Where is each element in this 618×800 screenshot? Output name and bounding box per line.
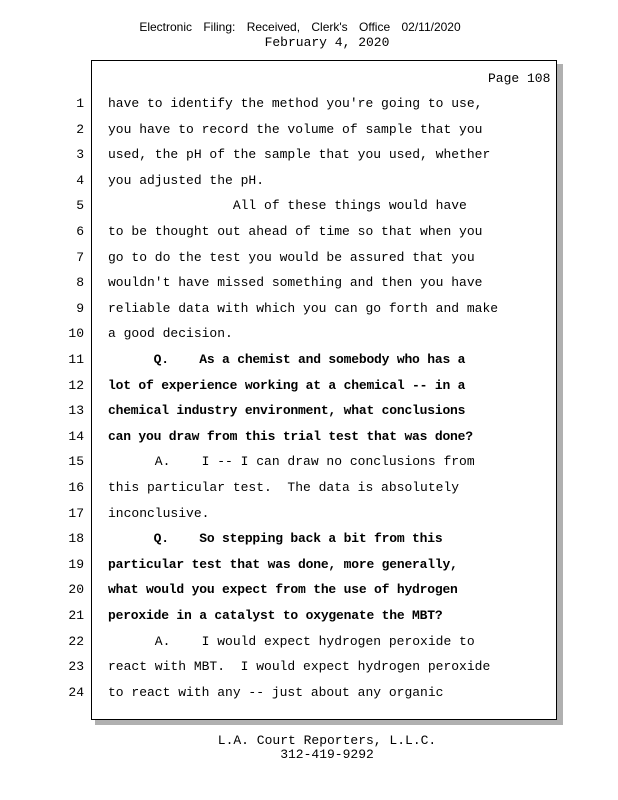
line-text: have to identify the method you're going to use,: [108, 96, 483, 111]
line-number: 8: [76, 275, 84, 291]
line-text: reliable data with which you can go forth and make: [108, 300, 499, 316]
line-text: you adjusted the pH.: [108, 172, 265, 188]
line-number: 23: [68, 659, 84, 675]
line-number: 3: [76, 147, 84, 163]
line-text: what would you expect from the use of hydrogen: [108, 582, 458, 598]
line-number: 15: [68, 454, 84, 470]
line-text: a good decision.: [108, 326, 233, 342]
filing-stamp: Electronic Filing: Received, Clerk's Office 02/11/2020: [139, 20, 461, 34]
line-text: Q. So stepping back a bit from this: [108, 531, 443, 547]
line-number: 22: [68, 633, 84, 649]
line-number: 11: [68, 352, 84, 367]
line-number: 1: [76, 96, 84, 111]
line-text: this particular test. The data is absolutely: [108, 480, 460, 495]
footer-phone: 312-419-9292: [280, 747, 374, 762]
line-text: go to do the test you would be assured that you: [108, 249, 475, 265]
line-text: you have to record the volume of sample that you: [108, 121, 483, 137]
line-text: lot of experience working at a chemical -- in a: [108, 377, 466, 393]
line-number: 13: [68, 403, 84, 419]
line-text: to react with any -- just about any organic: [108, 684, 444, 700]
line-text: to be thought out ahead of time so that when you: [108, 224, 483, 239]
line-text: can you draw from this trial test that was done?: [108, 428, 473, 444]
line-number: 14: [68, 428, 84, 444]
line-number: 10: [68, 326, 84, 342]
line-text: used, the pH of the sample that you used, whether: [108, 147, 491, 163]
line-number: 17: [68, 505, 84, 521]
line-text: inconclusive.: [108, 505, 210, 521]
line-text: chemical industry environment, what conclusions: [108, 403, 466, 419]
line-text: All of these things would have: [108, 198, 467, 214]
line-text: react with MBT. I would expect hydrogen peroxide: [108, 659, 491, 675]
line-text: A. I -- I can draw no conclusions from: [108, 454, 475, 470]
line-number: 24: [68, 684, 84, 700]
line-text: wouldn't have missed something and then you have: [108, 275, 483, 291]
line-text: A. I would expect hydrogen peroxide to: [108, 633, 475, 649]
line-number: 12: [68, 377, 84, 393]
line-text: particular test that was done, more generally,: [108, 556, 458, 572]
line-text: Q. As a chemist and somebody who has a: [108, 352, 466, 367]
line-number: 16: [68, 480, 84, 495]
line-number: 4: [76, 172, 84, 188]
line-text: peroxide in a catalyst to oxygenate the MBT?: [108, 608, 443, 623]
page-number: Page 108: [488, 71, 551, 86]
line-number: 18: [68, 531, 84, 547]
line-number: 2: [76, 121, 84, 137]
line-number: 21: [68, 608, 84, 623]
line-number: 6: [76, 224, 84, 239]
line-number: 7: [76, 249, 84, 265]
header-date: February 4, 2020: [264, 35, 390, 50]
line-number: 19: [68, 556, 84, 572]
line-number: 9: [76, 300, 84, 316]
footer-company: L.A. Court Reporters, L.L.C.: [217, 733, 437, 748]
line-number: 20: [68, 582, 84, 598]
line-number: 5: [76, 198, 84, 214]
